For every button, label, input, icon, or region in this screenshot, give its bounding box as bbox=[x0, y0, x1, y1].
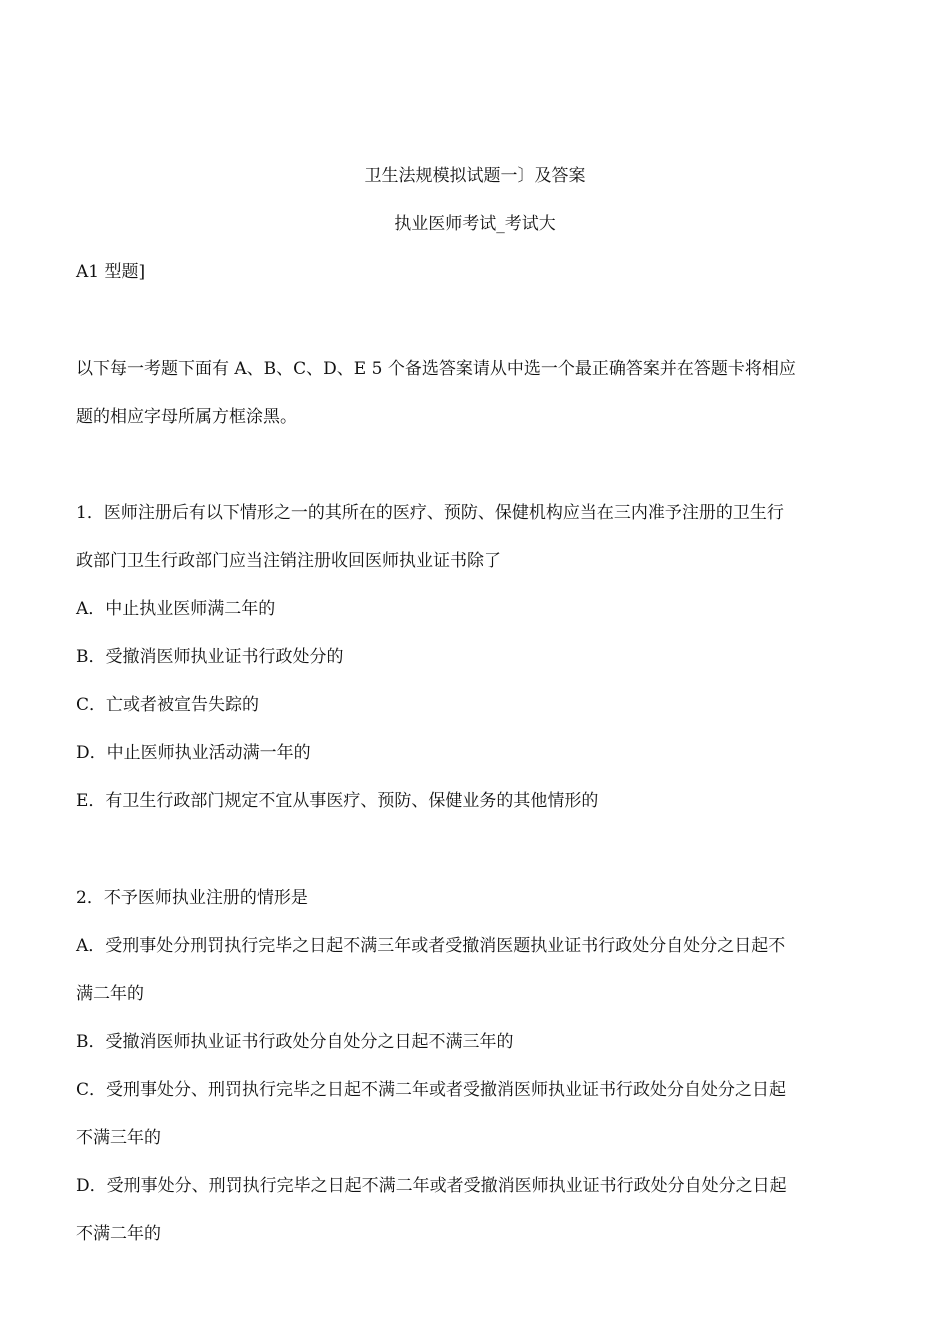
question-1-option-a: A．中止执业医师满二年的 bbox=[76, 599, 276, 619]
document-subtitle: 执业医师考试_考试大 bbox=[394, 214, 556, 234]
question-2-option-d: 不满二年的 bbox=[76, 1224, 161, 1244]
section-label: A1 型题] bbox=[76, 262, 146, 282]
question-1-option-b: B．受撤消医师执业证书行政处分的 bbox=[76, 647, 344, 667]
question-2-option-a: 满二年的 bbox=[76, 984, 144, 1004]
question-1-option-d: D．中止医师执业活动满一年的 bbox=[76, 743, 311, 763]
question-2-option-c: 不满三年的 bbox=[76, 1128, 161, 1148]
question-2-stem: 2．不予医师执业注册的情形是 bbox=[76, 888, 308, 908]
instructions-line: 以下每一考题下面有 A、B、C、D、E 5 个备选答案请从中选一个最正确答案并在答题卡将相应 bbox=[76, 359, 796, 379]
question-1-option-c: C．亡或者被宣告失踪的 bbox=[76, 695, 260, 715]
question-1-stem: 1．医师注册后有以下情形之一的其所在的医疗、预防、保健机构应当在三内准予注册的卫生行 bbox=[76, 503, 784, 523]
instructions-line: 题的相应字母所属方框涂黑。 bbox=[76, 407, 297, 427]
question-2-option-b: B．受撤消医师执业证书行政处分自处分之日起不满三年的 bbox=[76, 1032, 514, 1052]
question-1-stem: 政部门卫生行政部门应当注销注册收回医师执业证书除了 bbox=[76, 551, 501, 571]
question-2-option-c: C．受刑事处分、刑罚执行完毕之日起不满二年或者受撤消医师执业证书行政处分自处分之日起 bbox=[76, 1080, 787, 1100]
question-2-option-a: A．受刑事处分刑罚执行完毕之日起不满三年或者受撤消医题执业证书行政处分自处分之日起不 bbox=[76, 936, 786, 956]
question-2-option-d: D．受刑事处分、刑罚执行完毕之日起不满二年或者受撤消医师执业证书行政处分自处分之日起 bbox=[76, 1176, 787, 1196]
document-title: 卫生法规模拟试题一〕及答案 bbox=[364, 166, 586, 186]
question-1-option-e: E．有卫生行政部门规定不宜从事医疗、预防、保健业务的其他情形的 bbox=[76, 791, 599, 811]
